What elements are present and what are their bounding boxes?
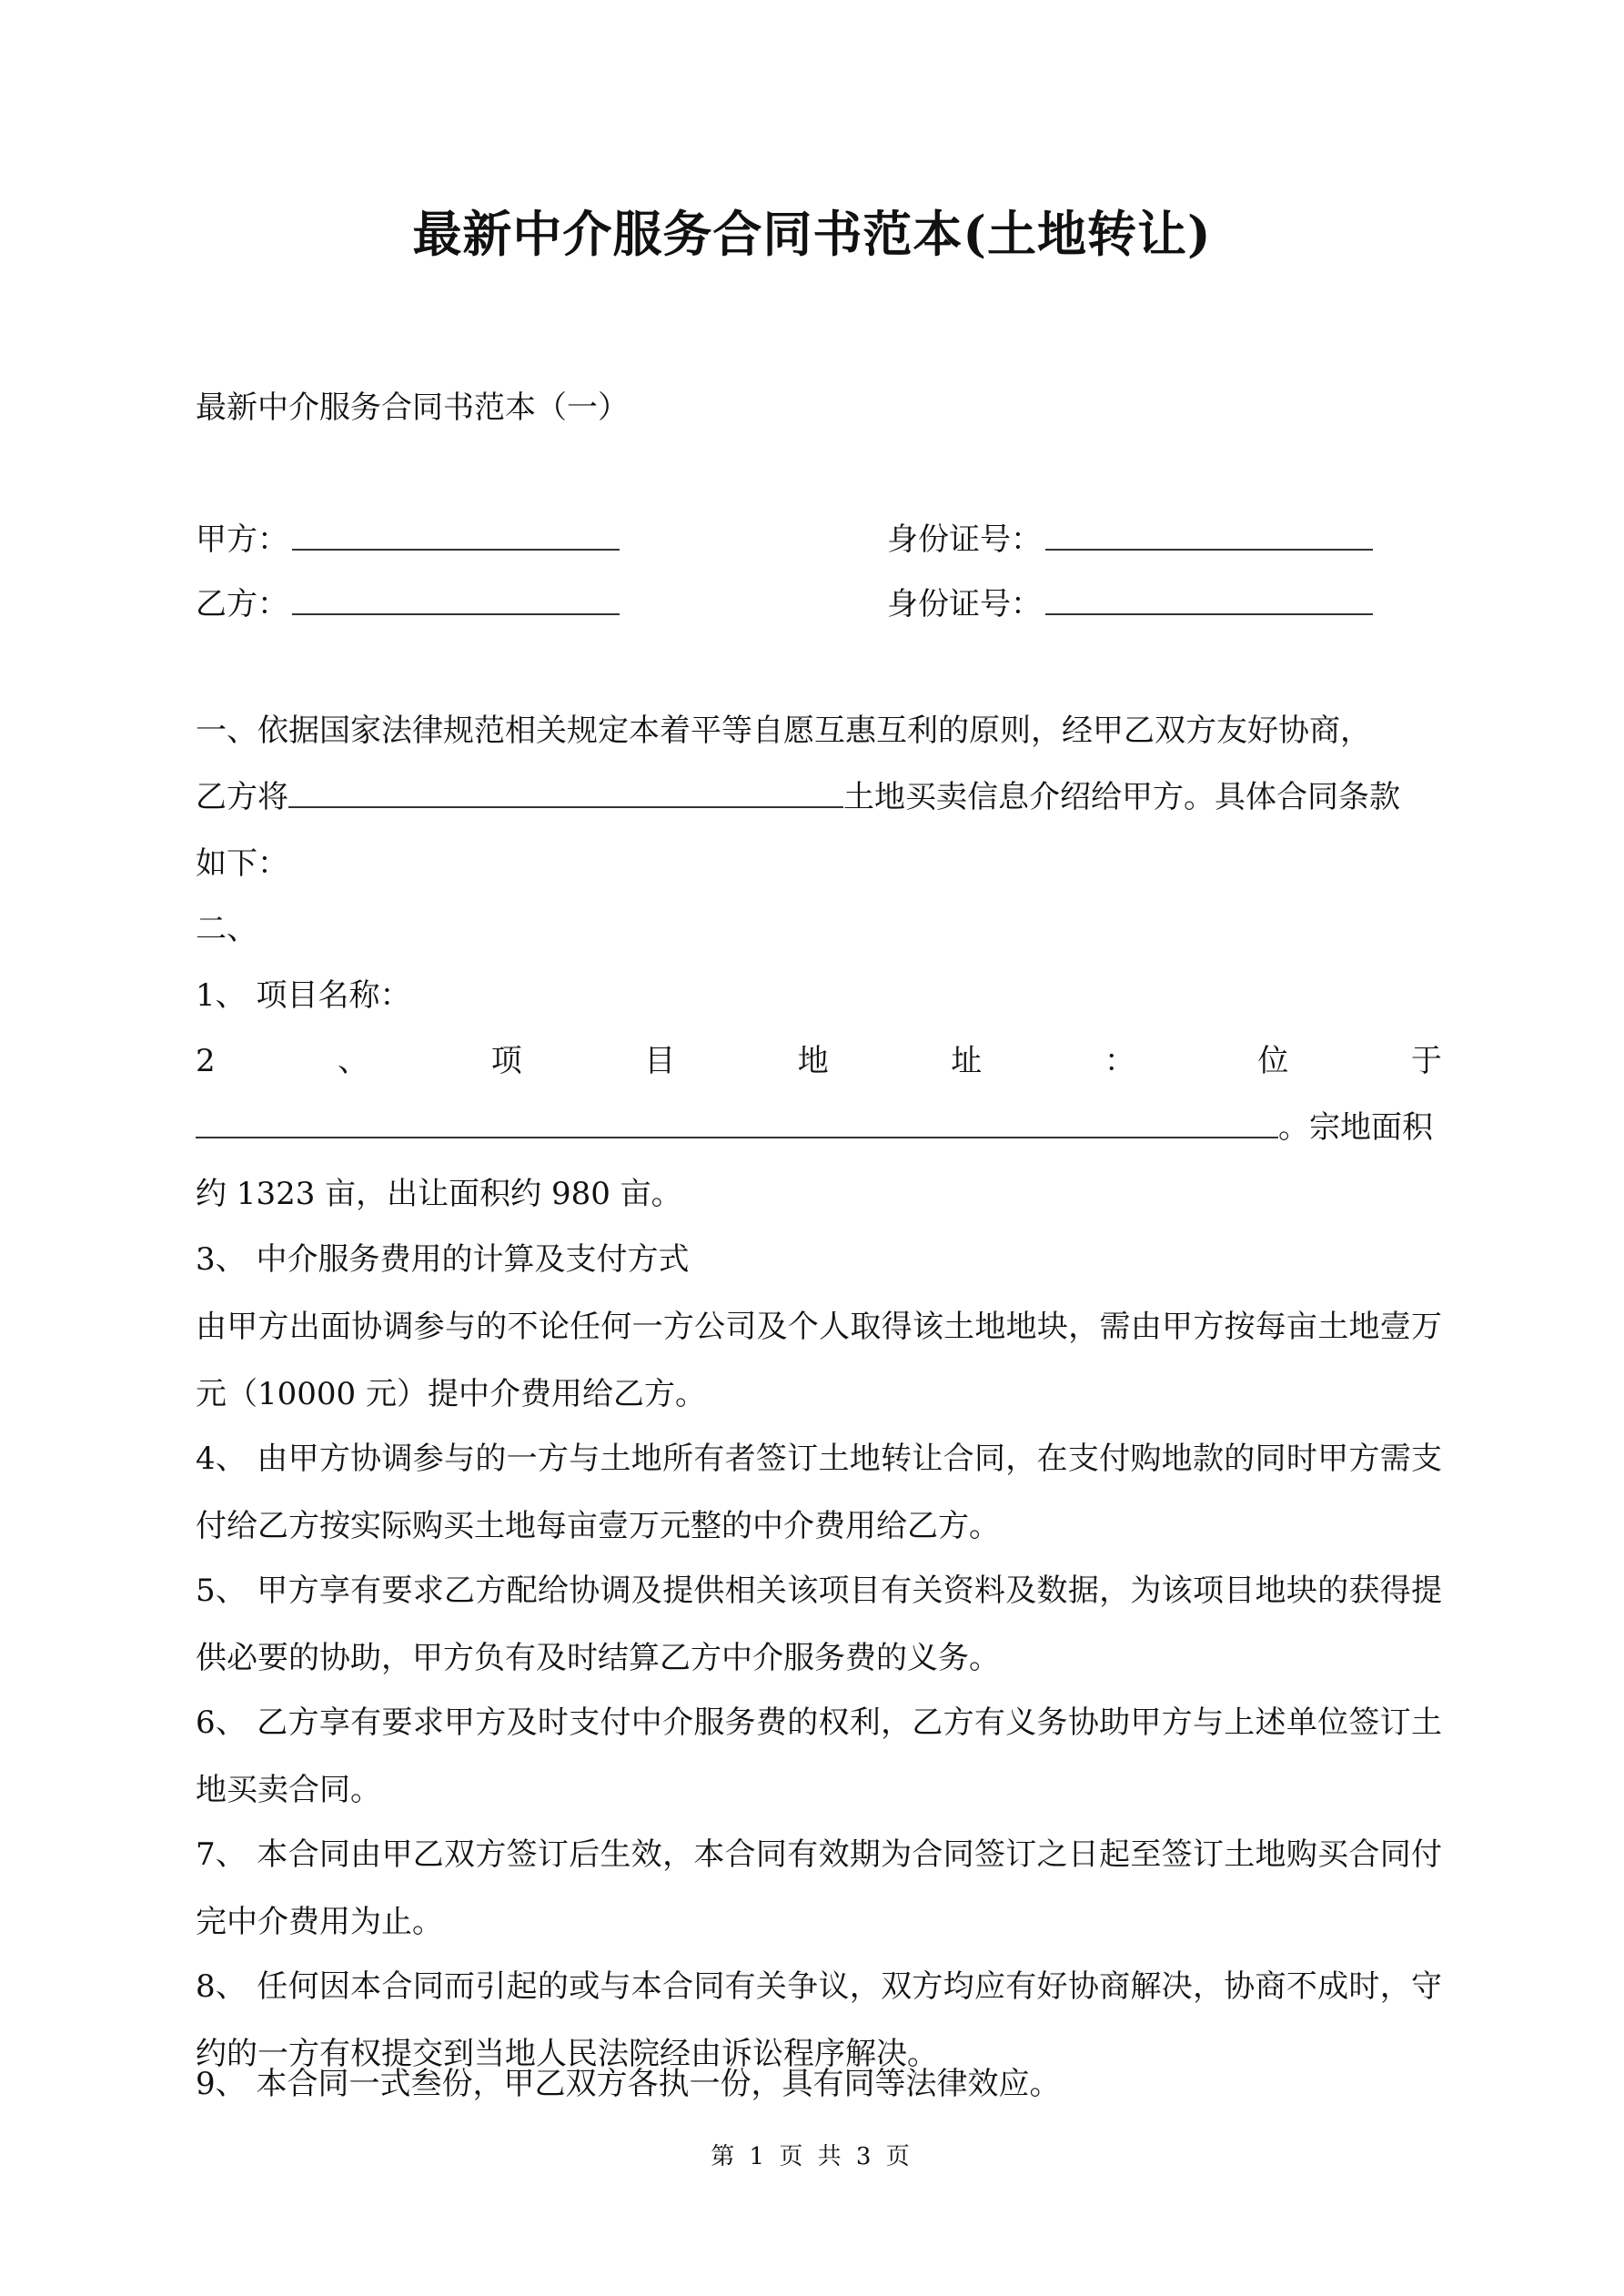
page-footer: 第 1 页 共 3 页: [711, 2143, 913, 2170]
party-a-row: [196, 507, 1442, 572]
item-2-char: 于: [1410, 1043, 1442, 1079]
party-b-label: 乙方：: [196, 586, 288, 622]
item-2-line-3: 约 1323 亩，出让面积约 980 亩。: [196, 1176, 682, 1212]
item-7: 7、 本合同由甲乙双方签订后生效，本合同有效期为合同签订之日起至签订土地购买合同付完中介费用为止。: [196, 1836, 1442, 1940]
item-2-char: ：: [1104, 1043, 1135, 1079]
document-subtitle: 最新中介服务合同书范本（一）: [196, 389, 629, 426]
clause-2-heading: 二、: [196, 911, 257, 947]
item-6: 6、 乙方享有要求甲方及时支付中介服务费的权利，乙方有义务协助甲方与上述单位签订土地买卖合同。: [196, 1704, 1442, 1808]
party-a-id-field: [887, 507, 1373, 572]
party-a-label: 甲方：: [196, 521, 288, 558]
document-title: 最新中介服务合同书范本(土地转让): [412, 205, 1212, 263]
item-2-char: 目: [644, 1043, 676, 1079]
item-2-suffix: 。宗地面积: [1278, 1109, 1433, 1146]
clause-1-suffix: 土地买卖信息介绍给甲方。具体合同条款: [843, 779, 1400, 815]
item-2-char: 位: [1257, 1043, 1289, 1079]
item-2-char: 项: [490, 1043, 522, 1079]
party-b-field: [196, 571, 620, 637]
party-b-blank[interactable]: [292, 571, 620, 615]
item-1-project-name: 1、 项目名称：: [196, 977, 411, 1014]
item-2-line-1: [196, 1028, 1442, 1094]
item-2-char: 地: [797, 1043, 829, 1079]
item-2-line-2: [196, 1095, 1442, 1160]
land-info-blank[interactable]: [288, 764, 843, 808]
party-b-id-blank[interactable]: [1045, 571, 1373, 615]
party-b-row: [196, 571, 1442, 637]
party-a-blank[interactable]: [292, 507, 620, 551]
item-2-char: 址: [951, 1043, 983, 1079]
project-address-blank[interactable]: [196, 1095, 1278, 1138]
party-a-id-label: 身份证号：: [887, 521, 1042, 558]
party-b-id-field: [887, 571, 1373, 637]
clause-1-line-3: 如下：: [196, 845, 288, 882]
item-4: 4、 由甲方协调参与的一方与土地所有者签订土地转让合同，在支付购地款的同时甲方需支付给乙方按实际购买土地每亩壹万元整的中介费用给乙方。: [196, 1441, 1442, 1544]
party-a-field: [196, 507, 620, 572]
clause-1-prefix: 乙方将: [196, 779, 288, 815]
item-3-text: 由甲方出面协调参与的不论任何一方公司及个人取得该土地地块，需由甲方按每亩土地壹万元（10000 元）提中介费用给乙方。: [196, 1309, 1442, 1412]
party-b-id-label: 身份证号：: [887, 586, 1042, 622]
item-2-char: 2: [196, 1043, 216, 1079]
item-2-char: 、: [338, 1043, 369, 1079]
party-a-id-blank[interactable]: [1045, 507, 1373, 551]
item-8: 8、 任何因本合同而引起的或与本合同有关争议，双方均应有好协商解决，协商不成时，守约的一方有权提交到当地人民法院经由诉讼程序解决。: [196, 1968, 1442, 2072]
clause-1-line-2: [196, 764, 1442, 830]
clause-1-line-1: 一、依据国家法律规范相关规定本着平等自愿互惠互利的原则，经甲乙双方友好协商，: [196, 713, 1371, 749]
item-3-heading: 3、 中介服务费用的计算及支付方式: [196, 1241, 690, 1278]
item-9: 9、 本合同一式叁份，甲乙双方各执一份，具有同等法律效应。: [196, 2066, 1061, 2102]
item-5: 5、 甲方享有要求乙方配给协调及提供相关该项目有关资料及数据，为该项目地块的获得提供必要的协助，甲方负有及时结算乙方中介服务费的义务。: [196, 1573, 1442, 1676]
